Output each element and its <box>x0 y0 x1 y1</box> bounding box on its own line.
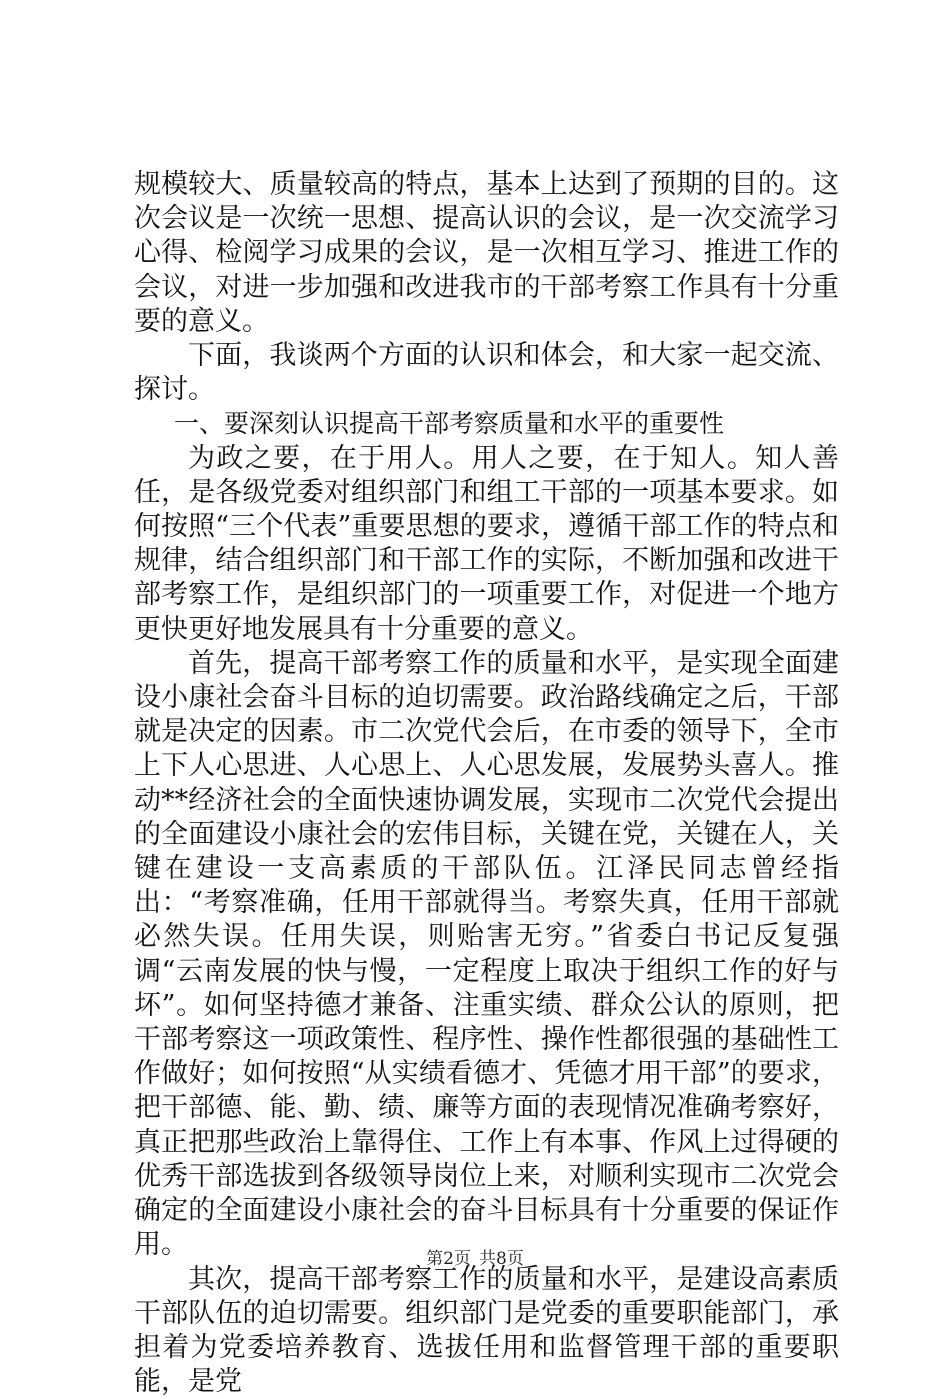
paragraph-body: 为政之要，在于用人。用人之要，在于知人。知人善任，是各级党委对组织部门和组工干部的一项基本要求。如何按照“三个代表”重要思想的要求，遵循干部工作的特点和规律，结合组织部门和干部工作的实际，不断加强和改进干部考察工作，是组织部门的一项重要工作，对促进一个地方更快更好地发展具有十分重要的意义。 <box>134 442 839 647</box>
paragraph-continuation: 规模较大、质量较高的特点，基本上达到了预期的目的。这次会议是一次统一思想、提高认识的会议，是一次交流学习心得、检阅学习成果的会议，是一次相互学习、推进工作的会议，对进一步加强和改进我市的干部考察工作具有十分重要的意义。 <box>134 168 839 339</box>
document-body <box>134 168 839 1399</box>
paragraph-intro: 下面，我谈两个方面的认识和体会，和大家一起交流、探讨。 <box>134 339 839 407</box>
page-number: 第2页 <box>426 1244 471 1269</box>
section-heading: 一、要深刻认识提高干部考察质量和水平的重要性 <box>134 407 839 441</box>
page-footer <box>0 1244 950 1269</box>
paragraph-body: 其次，提高干部考察工作的质量和水平，是建设高素质干部队伍的迫切需要。组织部门是党委的重要职能部门，承担着为党委培养教育、选拔任用和监督管理干部的重要职能，是党 <box>134 1263 839 1399</box>
page-total: 共8页 <box>479 1244 524 1269</box>
paragraph-body: 首先，提高干部考察工作的质量和水平，是实现全面建设小康社会奋斗目标的迫切需要。政治路线确定之后，干部就是决定的因素。市二次党代会后，在市委的领导下，全市上下人心思进、人心思上、人心思发展，发展势头喜人。推动**经济社会的全面快速协调发展，实现市二次党代会提出的全面建设小康社会的宏伟目标，关键在党，关键在人，关键在建设一支高素质的干部队伍。江泽民同志曾经指出：“考察准确，任用干部就得当。考察失真，任用干部就必然失误。任用失误，则贻害无穷。”省委白书记反复强调“云南发展的快与慢，一定程度上取决于组织工作的好与坏”。如何坚持德才兼备、注重实绩、群众公认的原则，把干部考察这一项政策性、程序性、操作性都很强的基础性工作做好；如何按照“从实绩看德才、凭德才用干部”的要求，把干部德、能、勤、绩、廉等方面的表现情况准确考察好，真正把那些政治上靠得住、工作上有本事、作风上过得硬的优秀干部选拔到各级领导岗位上来，对顺利实现市二次党会确定的全面建设小康社会的奋斗目标具有十分重要的保证作用。 <box>134 647 839 1263</box>
